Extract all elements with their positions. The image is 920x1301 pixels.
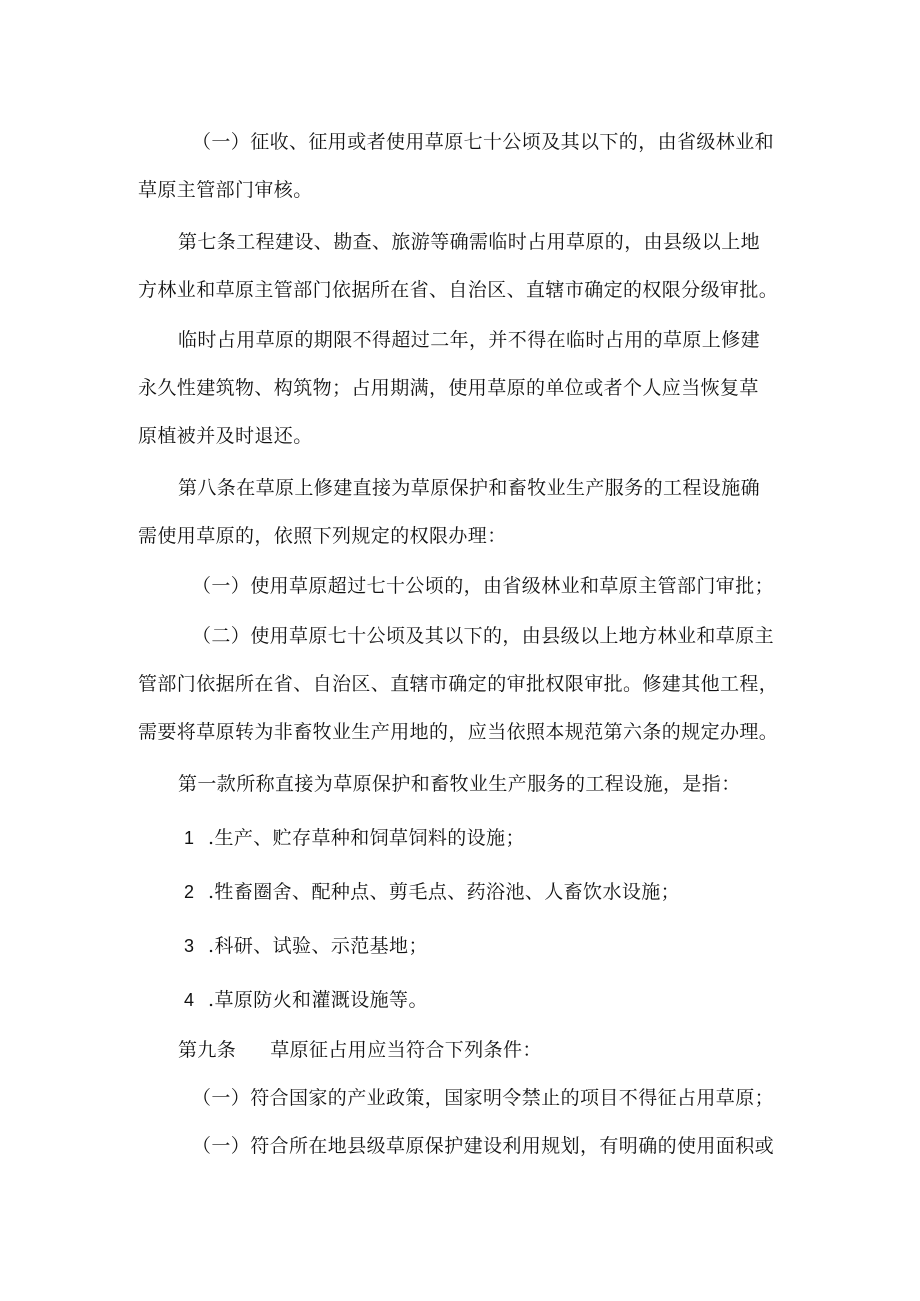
list-item-number: 4 — [184, 990, 195, 1010]
paragraph-line: 方林业和草原主管部门依据所在省、自治区、直辖市确定的权限分级审批。 — [138, 279, 779, 301]
list-item — [184, 988, 428, 1012]
paragraph-line: 永久性建筑物、构筑物；占用期满，使用草原的单位或者个人应当恢复草 — [138, 377, 759, 399]
list-item-text: .牲畜圈舍、配种点、剪毛点、药浴池、人畜饮水设施； — [208, 881, 681, 903]
list-item-text: .生产、贮存草种和饲草饲料的设施； — [208, 827, 525, 849]
paragraph-line: 第一款所称直接为草原保护和畜牧业生产服务的工程设施，是指： — [178, 773, 741, 795]
article-text: 草原征占用应当符合下列条件： — [270, 1039, 542, 1061]
paragraph-line: （一）使用草原超过七十公顷的，由省级林业和草原主管部门审批； — [192, 575, 775, 597]
list-item — [184, 934, 428, 958]
paragraph-line: 管部门依据所在省、自治区、直辖市确定的审批权限审批。修建其他工程， — [138, 673, 779, 695]
list-item-text: .科研、试验、示范基地； — [208, 935, 428, 957]
article-label: 第九条 — [178, 1039, 237, 1061]
paragraph-line: 需使用草原的，依照下列规定的权限办理： — [138, 525, 507, 547]
list-item — [184, 880, 680, 904]
paragraph-line: 草原主管部门审核。 — [138, 179, 313, 201]
paragraph-line: 第七条工程建设、勘查、旅游等确需临时占用草原的，由县级以上地 — [178, 231, 761, 253]
paragraph-line: （一）符合所在地县级草原保护建设利用规划，有明确的使用面积或 — [192, 1135, 775, 1157]
paragraph-line: 原植被并及时退还。 — [138, 425, 313, 447]
paragraph-line: 第八条在草原上修建直接为草原保护和畜牧业生产服务的工程设施确 — [178, 477, 761, 499]
list-item-text: .草原防火和灌溉设施等。 — [208, 989, 428, 1011]
paragraph-line: （二）使用草原七十公顷及其以下的，由县级以上地方林业和草原主 — [192, 625, 775, 647]
paragraph-line: （一）征收、征用或者使用草原七十公顷及其以下的，由省级林业和 — [192, 131, 775, 153]
paragraph-line: （一）符合国家的产业政策，国家明令禁止的项目不得征占用草原； — [192, 1087, 775, 1109]
list-item-number: 3 — [184, 936, 195, 956]
list-item — [184, 826, 525, 850]
article-heading — [178, 1038, 542, 1062]
paragraph-line: 临时占用草原的期限不得超过二年，并不得在临时占用的草原上修建 — [178, 329, 761, 351]
paragraph-line: 需要将草原转为非畜牧业生产用地的，应当依照本规范第六条的规定办理。 — [138, 721, 779, 743]
list-item-number: 1 — [184, 828, 195, 848]
list-item-number: 2 — [184, 882, 195, 902]
